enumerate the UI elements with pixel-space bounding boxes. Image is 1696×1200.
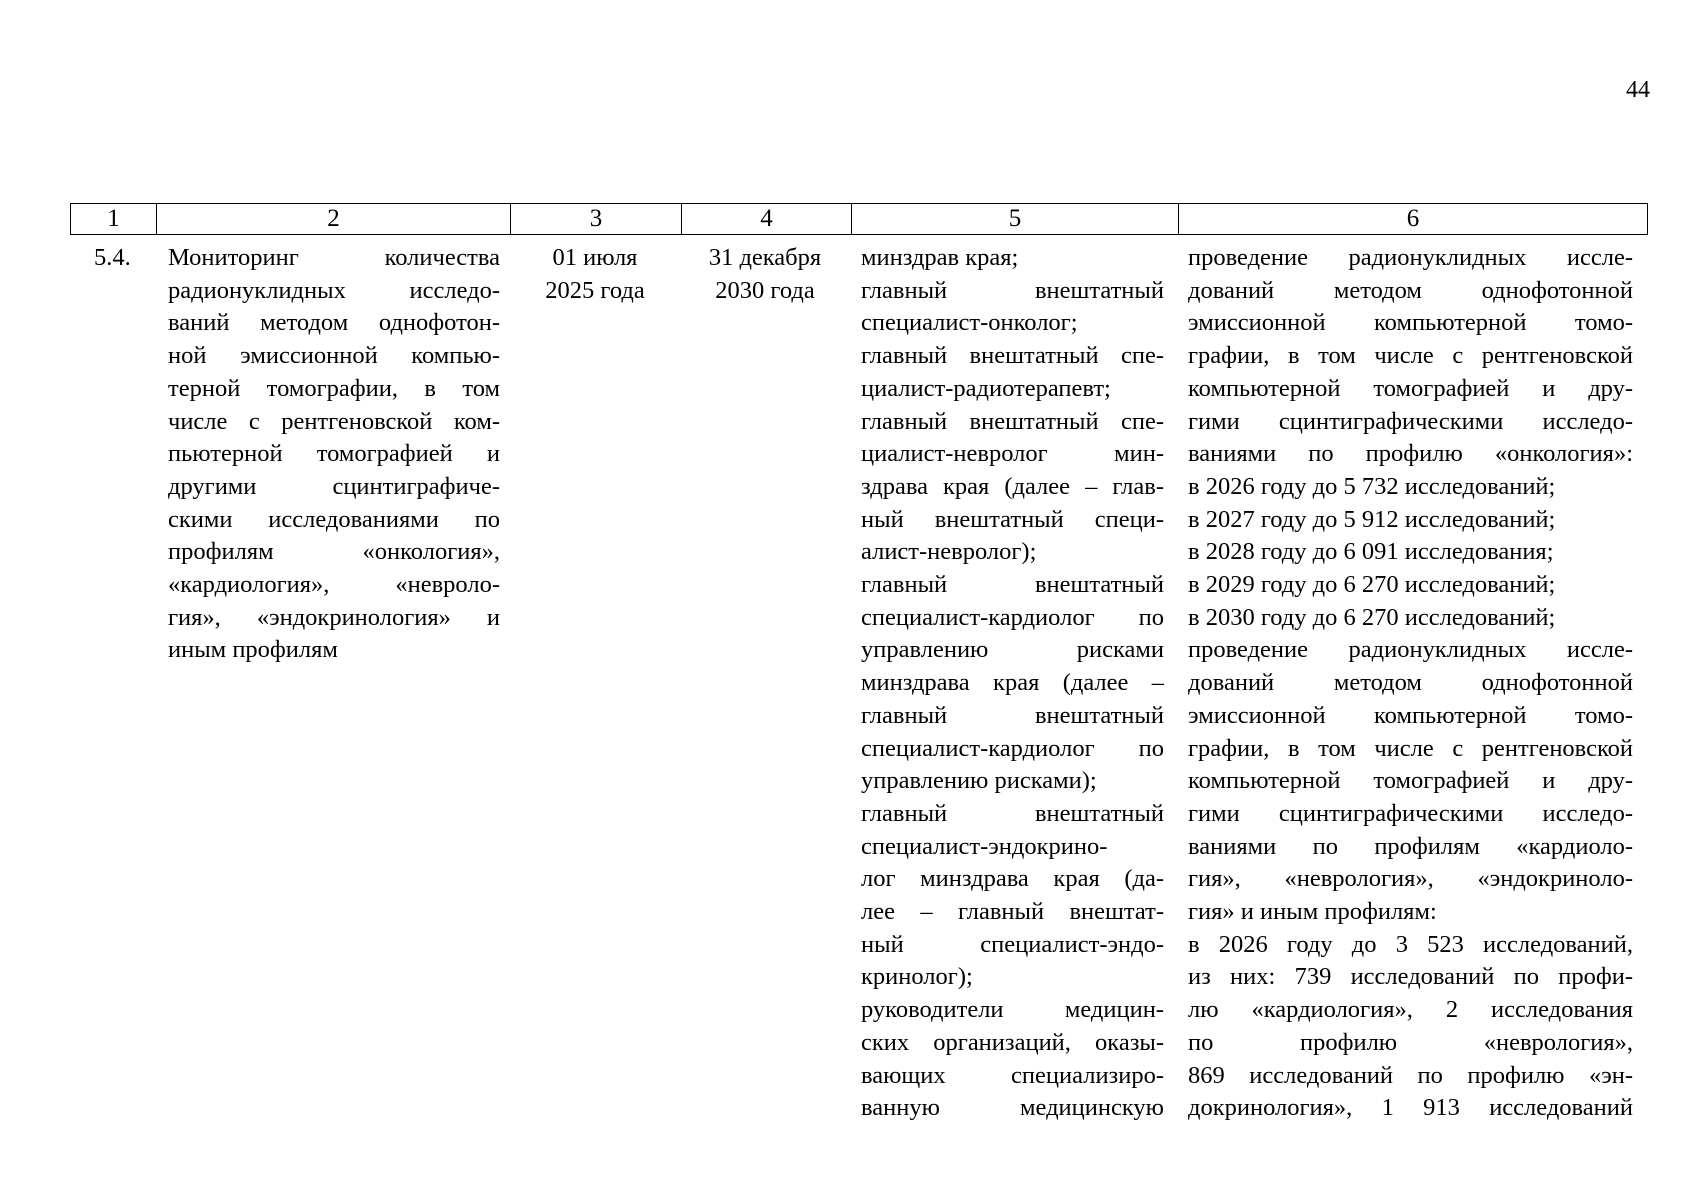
responsible-parties-line: минздрава края (далее – [861,669,1164,697]
start-date [510,242,680,307]
responsible-parties-line: специалист-эндокрино- [861,832,1108,860]
expected-results [1188,242,1633,1125]
measure-description-line: скими исследованиями по [168,505,500,533]
expected-results-line: по профилю «неврология», [1188,1028,1633,1056]
responsible-parties-line: управлению рисками); [861,767,1097,795]
measure-description-line: радионуклидных исследо- [168,276,500,304]
column-header-4: 4 [682,204,852,235]
column-header-1: 1 [71,204,157,235]
responsible-parties-line: главный внештатный [861,571,1164,599]
responsible-parties-line: вающих специализиро- [861,1061,1164,1089]
expected-results-line: в 2028 году до 6 091 исследования; [1188,538,1554,566]
responsible-parties-line: минздрав края; [861,244,1019,271]
expected-results-line: эмиссионной компьютерной томо- [1188,309,1633,337]
expected-results-line: докринология», 1 913 исследований [1188,1094,1633,1122]
responsible-parties-line: главный внештатный [861,701,1164,729]
measure-description-line: гия», «эндокринология» и [168,603,500,631]
expected-results-line: дований методом однофотонной [1188,669,1633,697]
expected-results-line: компьютерной томографией и дру- [1188,374,1633,402]
responsible-parties-line: алист-невролог); [861,538,1037,566]
expected-results-line: лю «кардиология», 2 исследования [1188,996,1633,1024]
responsible-parties-line: ный внештатный специ- [861,505,1164,533]
end-date-line: 31 декабря [708,244,822,271]
expected-results-line: в 2026 году до 3 523 исследований, [1188,930,1633,958]
responsible-parties-line: циалист-радиотерапевт; [861,374,1111,402]
measure-description-line: терной томографии, в том [168,374,500,402]
measure-description [168,242,500,667]
page-number: 44 [1626,77,1650,103]
column-header-6: 6 [1179,204,1648,235]
expected-results-line: из них: 739 исследований по профи- [1188,963,1633,991]
expected-results-line: гия», «неврология», «эндокриноло- [1188,865,1633,893]
expected-results-line: в 2030 году до 6 270 исследований; [1188,603,1556,631]
responsible-parties-line: лог минздрава края (да- [861,865,1164,893]
expected-results-line: в 2026 году до 5 732 исследований; [1188,472,1556,500]
expected-results-line: дований методом однофотонной [1188,276,1633,304]
expected-results-line: гими сцинтиграфическими исследо- [1188,799,1633,827]
measure-description-line: Мониторинг количества [168,244,500,271]
end-date [690,242,840,307]
expected-results-line: в 2029 году до 6 270 исследований; [1188,571,1556,599]
measure-description-line: пьютерной томографией и [168,440,500,468]
responsible-parties-line: управлению рисками [861,636,1164,664]
responsible-parties-line: лее – главный внештат- [861,898,1164,926]
expected-results-line: 869 исследований по профилю «эн- [1188,1061,1633,1089]
responsible-parties-line: ный специалист-эндо- [861,930,1164,958]
expected-results-line: проведение радионуклидных иссле- [1188,636,1633,664]
responsible-parties-line: кринолог); [861,963,973,991]
responsible-parties-line: ских организаций, оказы- [861,1028,1164,1056]
row-number [94,242,140,275]
end-date-line: 2030 года [715,276,815,304]
measure-description-line: ваний методом однофотон- [168,309,500,337]
measure-description-line: «кардиология», «невроло- [168,571,500,599]
measure-description-line: числе с рентгеновской ком- [168,407,500,435]
expected-results-line: графии, в том числе с рентгеновской [1188,342,1633,370]
measure-description-line: ной эмиссионной компью- [168,342,500,370]
measure-description-line: иным профилям [168,636,338,664]
responsible-parties-line: специалист-кардиолог по [861,603,1164,631]
expected-results-line: проведение радионуклидных иссле- [1188,244,1633,271]
expected-results-line: гими сцинтиграфическими исследо- [1188,407,1633,435]
responsible-parties-line: главный внештатный спе- [861,407,1164,435]
expected-results-line: гия» и иным профилям: [1188,898,1437,926]
row-number-text: 5.4. [94,244,131,271]
responsible-parties-line: специалист-кардиолог по [861,734,1164,762]
start-date-line: 01 июля [552,244,638,271]
expected-results-line: эмиссионной компьютерной томо- [1188,701,1633,729]
responsible-parties-line: циалист-невролог мин- [861,440,1164,468]
start-date-line: 2025 года [545,276,645,304]
column-header-2: 2 [157,204,511,235]
measure-description-line: профилям «онкология», [168,538,500,566]
responsible-parties-line: руководители медицин- [861,996,1164,1024]
responsible-parties-line: главный внештатный спе- [861,342,1164,370]
column-header-3: 3 [511,204,682,235]
expected-results-line: графии, в том числе с рентгеновской [1188,734,1633,762]
expected-results-line: ваниями по профилю «онкология»: [1188,440,1633,468]
column-header-5: 5 [852,204,1179,235]
responsible-parties-line: главный внештатный [861,799,1164,827]
column-header-row [70,203,1648,235]
responsible-parties [861,242,1164,1125]
responsible-parties-line: специалист-онколог; [861,309,1078,337]
measure-description-line: другими сцинтиграфиче- [168,472,500,500]
responsible-parties-line: главный внештатный [861,276,1164,304]
expected-results-line: в 2027 году до 5 912 исследований; [1188,505,1556,533]
responsible-parties-line: здрава края (далее – глав- [861,472,1164,500]
expected-results-line: ваниями по профилям «кардиоло- [1188,832,1633,860]
responsible-parties-line: ванную медицинскую [861,1094,1164,1122]
expected-results-line: компьютерной томографией и дру- [1188,767,1633,795]
